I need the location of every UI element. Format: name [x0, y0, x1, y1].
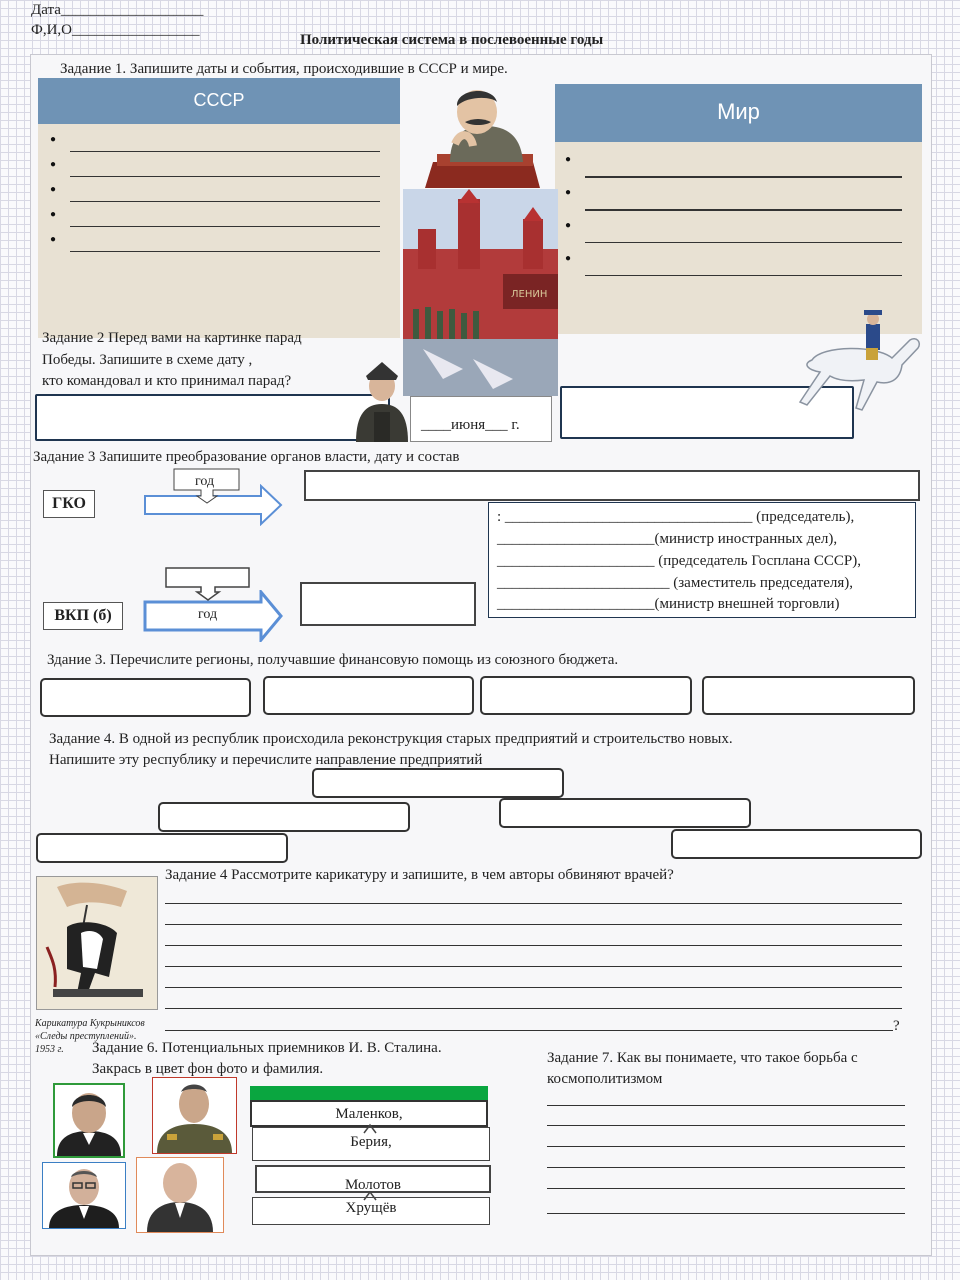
ussr-answer-line[interactable]: [48, 234, 380, 259]
task7-line1: Задание 7. Как вы понимаете, что такое борьба с: [547, 1050, 858, 1066]
region-input-4[interactable]: [702, 676, 915, 715]
answer-line[interactable]: [165, 987, 902, 988]
enterprise-input-3[interactable]: [36, 833, 288, 863]
vkp-label: ВКП (б): [43, 602, 123, 630]
ussr-answer-line[interactable]: [48, 134, 380, 159]
gko-year-callout[interactable]: [173, 468, 241, 494]
task2-line2: Победы. Запишите в схеме дату ,: [42, 352, 253, 368]
answer-line[interactable]: [547, 1125, 905, 1126]
rider-illustration: [782, 310, 932, 420]
page-title: Политическая система в послевоенные годы: [300, 32, 604, 48]
answer-line[interactable]: [165, 945, 902, 946]
parade-date-text: ____июня___ г.: [421, 417, 520, 433]
task3-title: Задание 3 Запишите преобразование органов власти, дату и состав: [33, 449, 460, 465]
enterprise-input-4[interactable]: [671, 829, 922, 859]
answer-line[interactable]: [547, 1213, 905, 1214]
ussr-answer-line[interactable]: [48, 209, 380, 234]
caption-line: «Следы преступлений».: [35, 1031, 137, 1042]
molotov-photo[interactable]: [42, 1162, 126, 1229]
ussr-panel: [38, 78, 400, 338]
name-beria[interactable]: Берия,: [252, 1127, 490, 1161]
enterprise-input-1[interactable]: [158, 802, 410, 832]
task6-line2: Закрась в цвет фон фото и фамилия.: [92, 1061, 324, 1077]
task2-line1: Задание 2 Перед вами на картинке парад: [42, 330, 302, 346]
connector-icon: [350, 1121, 390, 1133]
world-answer-line[interactable]: [563, 187, 902, 220]
doctors-caricature: [36, 876, 158, 1010]
task2-line3: кто командовал и кто принимал парад?: [42, 373, 292, 389]
task4-line1: Задание 4. В одной из республик происходила реконструкция старых предприятий и строительство новых.: [49, 731, 733, 747]
republic-input[interactable]: [312, 768, 564, 798]
ussr-header: СССР: [38, 78, 400, 124]
ussr-answer-list: [48, 134, 380, 259]
answer-line[interactable]: [165, 924, 902, 925]
commander-answer-box[interactable]: [35, 394, 390, 441]
vkp-year-callout[interactable]: [165, 567, 251, 603]
role-line: _____________________(министр внешней торговли): [497, 596, 840, 612]
date-field[interactable]: Дата___________________: [31, 2, 204, 18]
caption-line: 1953 г.: [35, 1044, 64, 1055]
answer-line[interactable]: [165, 1030, 893, 1031]
region-input-1[interactable]: [40, 678, 251, 717]
vkp-year-text: год: [198, 607, 218, 622]
beria-photo[interactable]: [152, 1077, 237, 1154]
answer-line[interactable]: [165, 903, 902, 904]
stalin-illustration: [415, 84, 545, 188]
region-input-3[interactable]: [480, 676, 692, 715]
task4b-title: Задание 4 Рассмотрите карикатуру и запишите, в чем авторы обвиняют врачей?: [165, 867, 674, 883]
enterprise-input-2[interactable]: [499, 798, 751, 828]
world-answer-line[interactable]: [563, 154, 902, 187]
role-line: _____________________(министр иностранных дел),: [497, 531, 838, 547]
parade-date-box[interactable]: [410, 396, 552, 442]
world-answer-line[interactable]: [563, 220, 902, 253]
answer-line[interactable]: [547, 1146, 905, 1147]
name-molotov[interactable]: Молотов: [255, 1165, 491, 1193]
world-answer-list: [563, 154, 902, 286]
world-panel: [555, 84, 922, 334]
task4-line2: Напишите эту республику и перечислите направление предприятий: [49, 752, 483, 768]
name-field[interactable]: Ф,И,О_________________: [31, 22, 200, 38]
gko-label: ГКО: [43, 490, 95, 518]
gko-year-text: год: [195, 474, 215, 489]
answer-line[interactable]: [547, 1167, 905, 1168]
task1-title: Задание 1. Запишите даты и события, происходившие в СССР и мире.: [60, 61, 508, 77]
answer-line[interactable]: [547, 1188, 905, 1189]
marshal-portrait: [352, 356, 412, 442]
name-khrushchev[interactable]: Хрущёв: [252, 1197, 490, 1225]
answer-line[interactable]: [165, 966, 902, 967]
role-line: _____________________ (председатель Госплана СССР),: [497, 553, 861, 569]
world-header: Мир: [555, 84, 922, 142]
world-answer-line[interactable]: [563, 253, 902, 286]
poster-text: ЛЕНИН: [511, 289, 548, 300]
ussr-answer-line[interactable]: [48, 159, 380, 184]
caption-line: Карикатура Кукрыниксов: [35, 1018, 145, 1029]
connector-icon: [350, 1188, 390, 1200]
role-line: : _________________________________ (председатель),: [497, 509, 855, 525]
khrushchev-photo[interactable]: [136, 1157, 224, 1233]
role-line: _______________________ (заместитель председателя),: [497, 575, 854, 591]
answer-line[interactable]: [547, 1105, 905, 1106]
ussr-answer-line[interactable]: [48, 184, 380, 209]
region-input-2[interactable]: [263, 676, 474, 715]
question-mark: ?: [893, 1018, 900, 1034]
parade-painting: [403, 189, 558, 396]
task6-line1: Задание 6. Потенциальных приемников И. В. Сталина.: [92, 1040, 442, 1056]
vkp-transform-box[interactable]: [300, 582, 476, 626]
gko-transform-box[interactable]: [304, 470, 920, 501]
malenkov-photo[interactable]: [53, 1083, 125, 1158]
composition-box[interactable]: [488, 502, 916, 618]
name-malenkov[interactable]: Маленков,: [250, 1100, 488, 1127]
answer-line[interactable]: [165, 1008, 902, 1009]
green-bar: [250, 1086, 488, 1100]
task7-line2: космополитизмом: [547, 1071, 663, 1087]
task3b-title: Здание 3. Перечислите регионы, получавшие финансовую помощь из союзного бюджета.: [47, 652, 619, 668]
